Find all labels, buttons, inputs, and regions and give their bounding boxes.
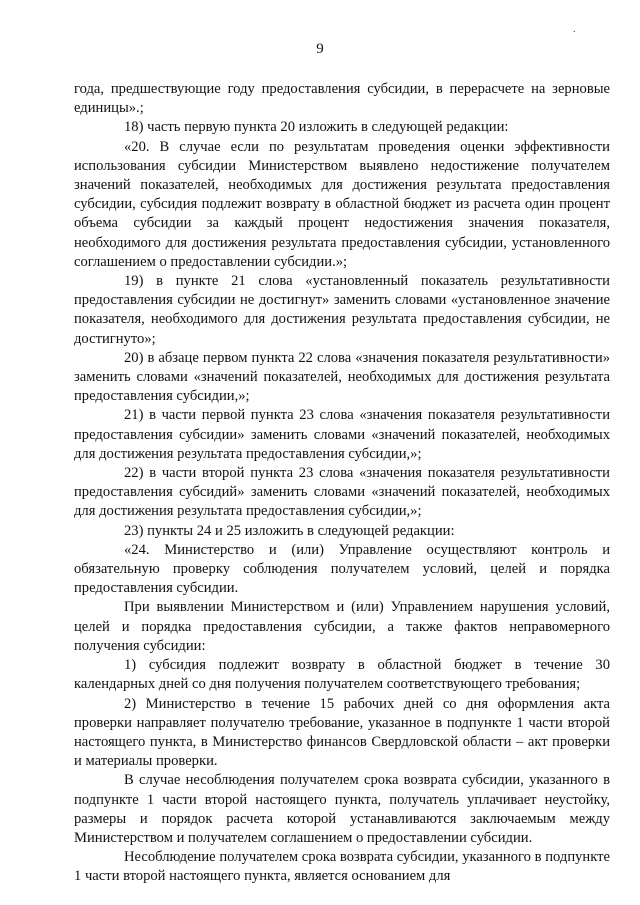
paragraph-item-23: 23) пункты 24 и 25 изложить в следующей редакции:	[124, 522, 455, 539]
paragraph-subitem-1: 1) субсидия подлежит возврату в областной бюджет в течение 30 календарных дней со дня получения получателем соответствующего требования;	[74, 657, 610, 693]
paragraph-item-20: 20) в абзаце первом пункта 22 слова «значения показателя результативности» заменить словами «значений показателей, необходимых для достижения результата предоставления субсидии,»;	[74, 349, 610, 405]
paragraph-noncompliance: Несоблюдение получателем срока возврата субсидии, указанного в подпункте 1 части второй настоящего пункта, является основанием для	[74, 849, 610, 885]
paragraph-continuation: года, предшествующие году предоставления субсидии, в перерасчете на зерновые единицы».;	[74, 81, 610, 117]
paragraph-item-21: 21) в части первой пункта 23 слова «значения показателя результативности предоставления субсидии» заменить словами «значений показателей, необходимых для достижения результата предоставления субсидии,»;	[74, 407, 610, 462]
paragraph-item-19: 19) в пункте 21 слова «установленный показатель результативности предоставления субсидии не достигнут» заменить словами «установленное значение показателя, необходимого для достижения результата предоставления субсидии, не достигнуто»;	[74, 273, 610, 347]
paragraph-item-22: 22) в части второй пункта 23 слова «значения показателя результативности предоставления субсидий» заменить словами «значений показателей, необходимых для достижения результата предоставления субсидии,»;	[74, 465, 610, 520]
paragraph-subitem-2: 2) Министерство в течение 15 рабочих дней со дня оформления акта проверки направляет получателю требование, указанное в подпункте 1 части второй настоящего пункта, в Министерство финансов Свердловской области – акт проверки и материалы проверки.	[74, 695, 610, 770]
paragraph-clause-20: «20. В случае если по результатам проведения оценки эффективности использования субсидии Министерством выявлено недостижение получателем значений показателей, необходимых для достижения результата предоставления субсидии, субсидия подлежит возврату в областной бюджет из расчета один процент объема субсидии за каждый процент недостижения значения показателя, необходимого для достижения результата предоставления субсидии, установленного соглашением о предоставлении субсидии.»;	[74, 138, 610, 270]
paragraph-penalty: В случае несоблюдения получателем срока возврата субсидии, указанного в подпункте 1 части второй настоящего пункта, получатель уплачивает неустойку, размеры и порядок расчета которой устанавливаются заключаемым между Министерством и получателем соглашением о предоставлении субсидии.	[74, 772, 610, 846]
paragraph-clause-24: «24. Министерство и (или) Управление осуществляют контроль и обязательную проверку соблюдения получателем условий, целей и порядка предоставления субсидии.	[74, 541, 610, 597]
paragraph-item-18: 18) часть первую пункта 20 изложить в следующей редакции:	[124, 119, 509, 136]
paragraph-violations: При выявлении Министерством и (или) Управлением нарушения условий, целей и порядка предоставления субсидии, а также фактов неправомерного получения субсидии:	[74, 599, 610, 654]
page-number: 9	[316, 41, 324, 57]
corner-mark: .	[573, 24, 576, 35]
document-body	[74, 80, 610, 887]
